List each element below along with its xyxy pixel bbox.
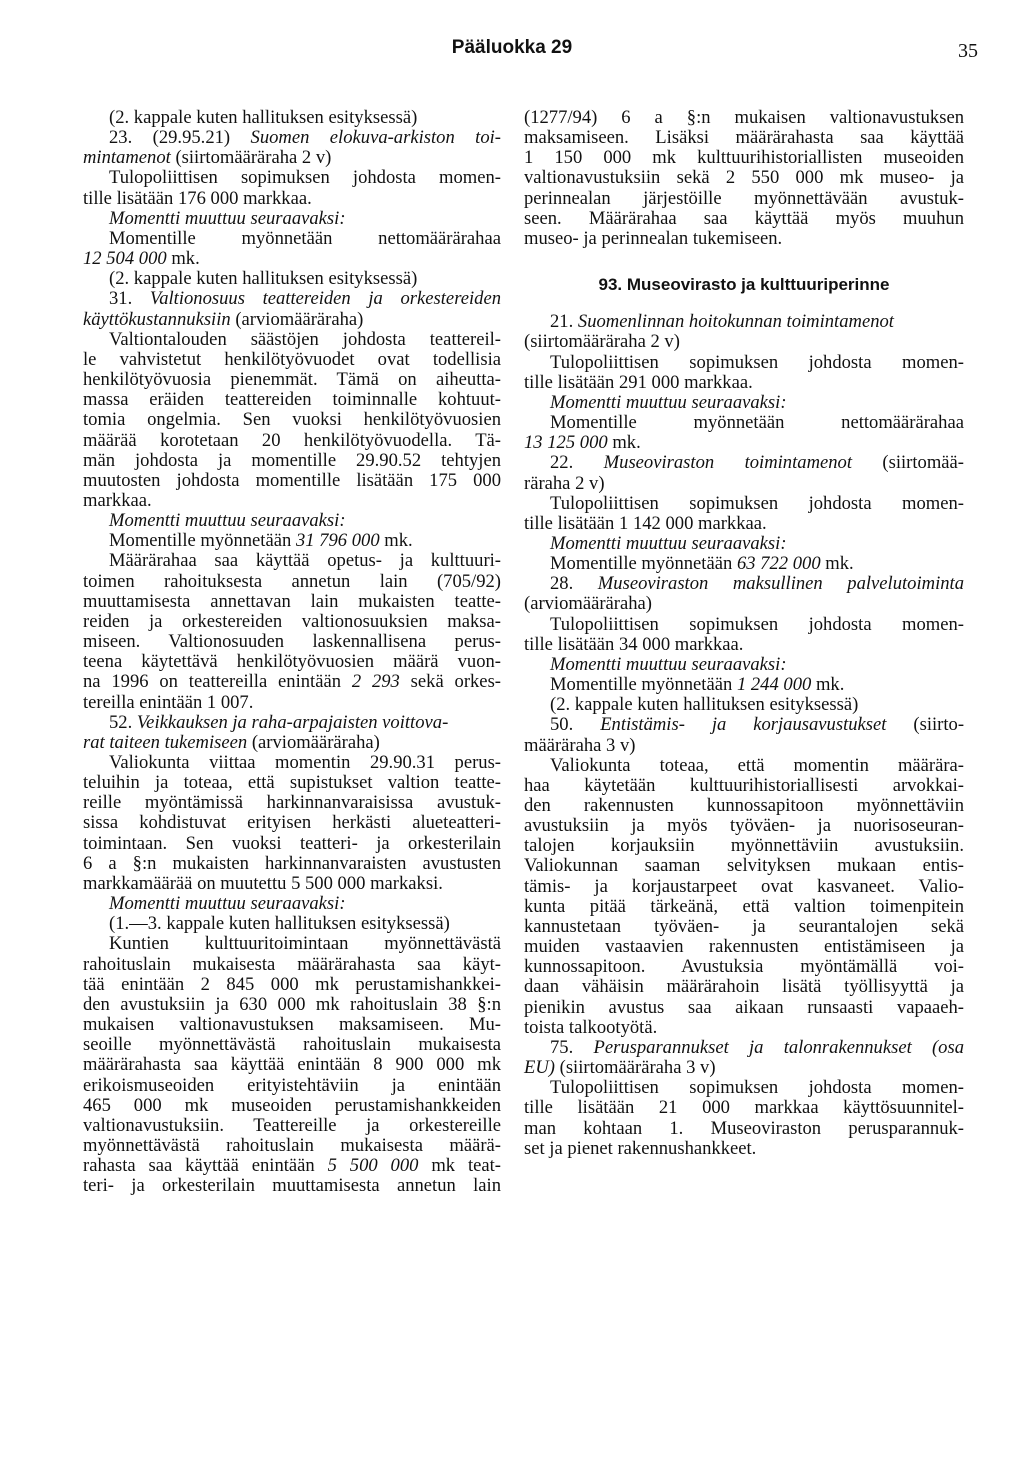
text-line: valtionavustuksiin sekä 2 550 000 mk museo- ja (524, 167, 964, 189)
text-line: Momentti muuttuu seuraavaksi: (550, 532, 787, 554)
text-line: tille lisätään 34 000 markkaa. (524, 633, 744, 655)
text-line: Valtiontalouden säästöjen johdosta teattereil- (109, 328, 501, 350)
text-line: den avustuksiin ja 630 000 mk rahoituslain 38 §:n (83, 993, 501, 1015)
text-line: reiden ja orkestereiden valtionosuuksien maksa- (83, 610, 501, 632)
text-line: henkilötyövuosia pienemmät. Tämä on aiheutta- (83, 369, 501, 391)
text-line: Momentille myönnetään nettomäärärahaa (109, 227, 501, 249)
text-line: 28. Museoviraston maksullinen palvelutoiminta (550, 573, 964, 595)
text-line: Tulopoliittisen sopimuksen johdosta momen- (550, 351, 964, 373)
text-line: (siirtomääräraha 2 v) (524, 331, 680, 353)
text-line: määräraha 3 v) (524, 734, 636, 756)
text-line: daan vähäisin määrärahoin lisätä työllisyyttä ja (524, 976, 964, 998)
page-number: 35 (958, 40, 978, 62)
text-line: kunnossapitoon. Avustuksia myöntämällä voi- (524, 956, 964, 978)
text-line: 13 125 000 mk. (524, 432, 641, 454)
text-line: set ja pienet rakennushankkeet. (524, 1137, 757, 1159)
text-line: valtionavustuksiin. Teattereille ja orkestereille (83, 1114, 501, 1136)
text-line: 23. (29.95.21) Suomen elokuva-arkiston toi- (109, 127, 501, 149)
text-line: teena käytettävä henkilötyövuosien määrä vuon- (83, 651, 501, 673)
text-line: Valiokunnan saaman selvityksen mukaan entis- (524, 855, 964, 877)
text-line: tille lisätään 21 000 markkaa käyttösuunnitel- (524, 1097, 964, 1119)
text-line: määrää korotetaan 20 henkilötyövuodella. Tä- (83, 429, 501, 451)
right-column (524, 108, 964, 1159)
text-line: 465 000 mk museoiden perustamishankkeiden (83, 1094, 501, 1116)
text-line: man kohtaan 1. Museoviraston perusparannuk- (524, 1117, 964, 1139)
text-line: Kuntien kulttuuritoimintaan myönnettävästä (109, 933, 501, 955)
text-line: toimintaan. Sen vuoksi teatteri- ja orkesterilain (83, 832, 501, 854)
text-line: 31. Valtionosuus teattereiden ja orkestereiden (109, 288, 502, 310)
text-line: 21. Suomenlinnan hoitokunnan toimintamenot (550, 311, 894, 333)
text-line: räraha 2 v) (524, 472, 605, 494)
text-line: muutosten johdosta momentille lisätään 175 000 (83, 469, 501, 491)
text-line: (2. kappale kuten hallituksen esityksessä) (109, 268, 418, 290)
text-line: 12 504 000 mk. (83, 248, 200, 270)
text-line: 52. Veikkauksen ja raha-arpajaisten voittova- (109, 711, 449, 733)
text-line: teri- ja orkesterilain muuttamisesta annetun lain (83, 1175, 501, 1197)
left-column (83, 108, 501, 1196)
text-line: mukaisen valtionavustuksen maksamiseen. Mu- (83, 1014, 501, 1036)
page-header-title: Pääluokka 29 (451, 37, 573, 58)
text-line: 6 a §:n mukaisten harkinnanvaraisten avustusten (83, 852, 501, 874)
text-line: myönnettävästä rahoituslain mukaisesta määrä- (83, 1134, 501, 1156)
text-line: Momentti muuttuu seuraavaksi: (109, 207, 346, 229)
text-line: maksamiseen. Lisäksi määrärahasta saa käyttää (524, 127, 964, 149)
section-heading: 93. Museovirasto ja kulttuuriperinne (598, 275, 890, 295)
text-line: toista talkootyötä. (524, 1016, 658, 1038)
text-line: markkamäärää on muutettu 5 500 000 markaksi. (83, 872, 443, 894)
text-line: haa käytetään kulttuurihistoriallisesti arvokkai- (524, 774, 964, 796)
text-line: tille lisätään 176 000 markkaa. (83, 187, 312, 209)
text-line: Momentille myönnetään nettomäärärahaa (550, 412, 964, 434)
text-line: Momentille myönnetään 1 244 000 mk. (550, 674, 845, 696)
text-line: tämis- ja korjaustarpeet ovat kasvaneet. Valio- (524, 875, 964, 897)
text-line: (2. kappale kuten hallituksen esityksessä) (550, 694, 859, 716)
text-line: Tulopoliittisen sopimuksen johdosta momen- (109, 167, 501, 189)
text-line: (1277/94) 6 a §:n mukaisen valtionavustuksen (524, 107, 964, 128)
text-line: reille myöntämissä harkinnanvaraisissa avustuk- (83, 792, 501, 814)
text-line: toimen rahoituksesta annetun lain (705/92) (83, 570, 501, 592)
text-line: Momentille myönnetään 31 796 000 mk. (109, 530, 413, 552)
text-line: sissa kohdistuvat erityisen herkästi alueteatteri- (83, 812, 501, 834)
text-line: markkaa. (83, 489, 152, 511)
text-line: EU) (siirtomääräraha 3 v) (524, 1057, 716, 1079)
text-line: Valiokunta viittaa momentin 29.90.31 perus- (109, 752, 501, 773)
text-line: (1.—3. kappale kuten hallituksen esityksessä) (109, 913, 450, 935)
text-line: (2. kappale kuten hallituksen esityksessä) (109, 107, 418, 128)
text-line: museo- ja perinnealan tukemiseen. (524, 227, 783, 249)
text-line: Momentti muuttuu seuraavaksi: (550, 391, 787, 413)
text-line: seoille myönnettävästä rahoituslain mukaisesta (83, 1034, 501, 1056)
text-line: rat taiteen tukemiseen (arviomääräraha) (83, 731, 380, 753)
text-line: muuttamisesta annettavan lain mukaisten teatte- (83, 590, 501, 612)
text-line: mintamenot (siirtomääräraha 2 v) (83, 147, 332, 169)
text-line: muiden vastaavien rakennusten entistämiseen ja (524, 936, 964, 958)
text-line: tää enintään 2 845 000 mk perustamishankkei- (83, 973, 501, 995)
text-line: Tulopoliittisen sopimuksen johdosta momen- (550, 613, 964, 635)
text-line: Tulopoliittisen sopimuksen johdosta momen- (550, 492, 964, 514)
text-line: määrärahasta saa käyttää enintään 8 900 000 mk (83, 1054, 501, 1076)
text-line: tille lisätään 1 142 000 markkaa. (524, 512, 767, 534)
text-line: perinnealan järjestöille myönnettävään avustuk- (524, 187, 964, 209)
text-line: Momentille myönnetään 63 722 000 mk. (550, 553, 854, 575)
text-line: Momentti muuttuu seuraavaksi: (109, 893, 346, 915)
text-line: talojen korjauksiin myönnettäviin avustuksiin. (524, 835, 964, 857)
text-line: miseen. Valtionosuuden laskennallisena perus- (83, 631, 501, 653)
text-line: 75. Perusparannukset ja talonrakennukset (osa (550, 1036, 964, 1058)
text-line: män johdosta ja momentille 29.90.52 tehtyjen (83, 449, 501, 471)
text-line: le vahvistetut henkilötyövuodet ovat todellisia (83, 348, 501, 370)
text-line: kunta pitää tärkeänä, että valtion toimenpitein (524, 895, 964, 917)
text-line: Tulopoliittisen sopimuksen johdosta momen- (550, 1077, 964, 1099)
text-line: massa eräiden teattereiden toiminnalle kohtuut- (83, 389, 501, 411)
text-line: seen. Määrärahaa saa käyttää myös muuhun (524, 207, 964, 229)
text-line: 1 150 000 mk kulttuurihistoriallisten museoiden (524, 147, 964, 169)
text-line: 50. Entistämis- ja korjausavustukset (siirto- (550, 714, 965, 736)
text-line: 22. Museoviraston toimintamenot (siirtomää- (550, 452, 964, 474)
text-line: na 1996 on teattereilla enintään 2 293 sekä orkes- (83, 671, 501, 693)
text-line: käyttökustannuksiin (arviomääräraha) (83, 308, 364, 330)
text-line: tereilla enintään 1 007. (83, 691, 254, 713)
text-line: Momentti muuttuu seuraavaksi: (550, 653, 787, 675)
text-line: avustuksiin ja myös työväen- ja nuorisoseuran- (524, 815, 964, 837)
text-line: Valiokunta toteaa, että momentin määrära- (550, 754, 964, 776)
text-line: kannustetaan työväen- ja seurantalojen sekä (524, 915, 964, 937)
text-line: den rakennusten kunnossapitoon myönnettäviin (524, 795, 964, 816)
text-line: (arviomääräraha) (524, 593, 652, 615)
text-line: rahoituslain mukaisesta määrärahasta saa käyt- (83, 953, 501, 975)
text-line: rahasta saa käyttää enintään 5 500 000 mk teat- (83, 1155, 501, 1177)
text-line: tomia ongelmia. Sen vuoksi henkilötyövuosien (83, 409, 501, 431)
text-line: Momentti muuttuu seuraavaksi: (109, 510, 346, 532)
text-line: Määrärahaa saa käyttää opetus- ja kulttuuri- (109, 550, 501, 572)
text-line: tille lisätään 291 000 markkaa. (524, 371, 753, 393)
text-line: pienikin avustus saa aikaan runsaasti vapaaeh- (524, 996, 964, 1018)
text-line: erikoismuseoiden erityistehtäviin ja enintään (83, 1074, 501, 1096)
text-line: teluihin ja toteaa, että supistukset valtion teatte- (83, 772, 501, 794)
